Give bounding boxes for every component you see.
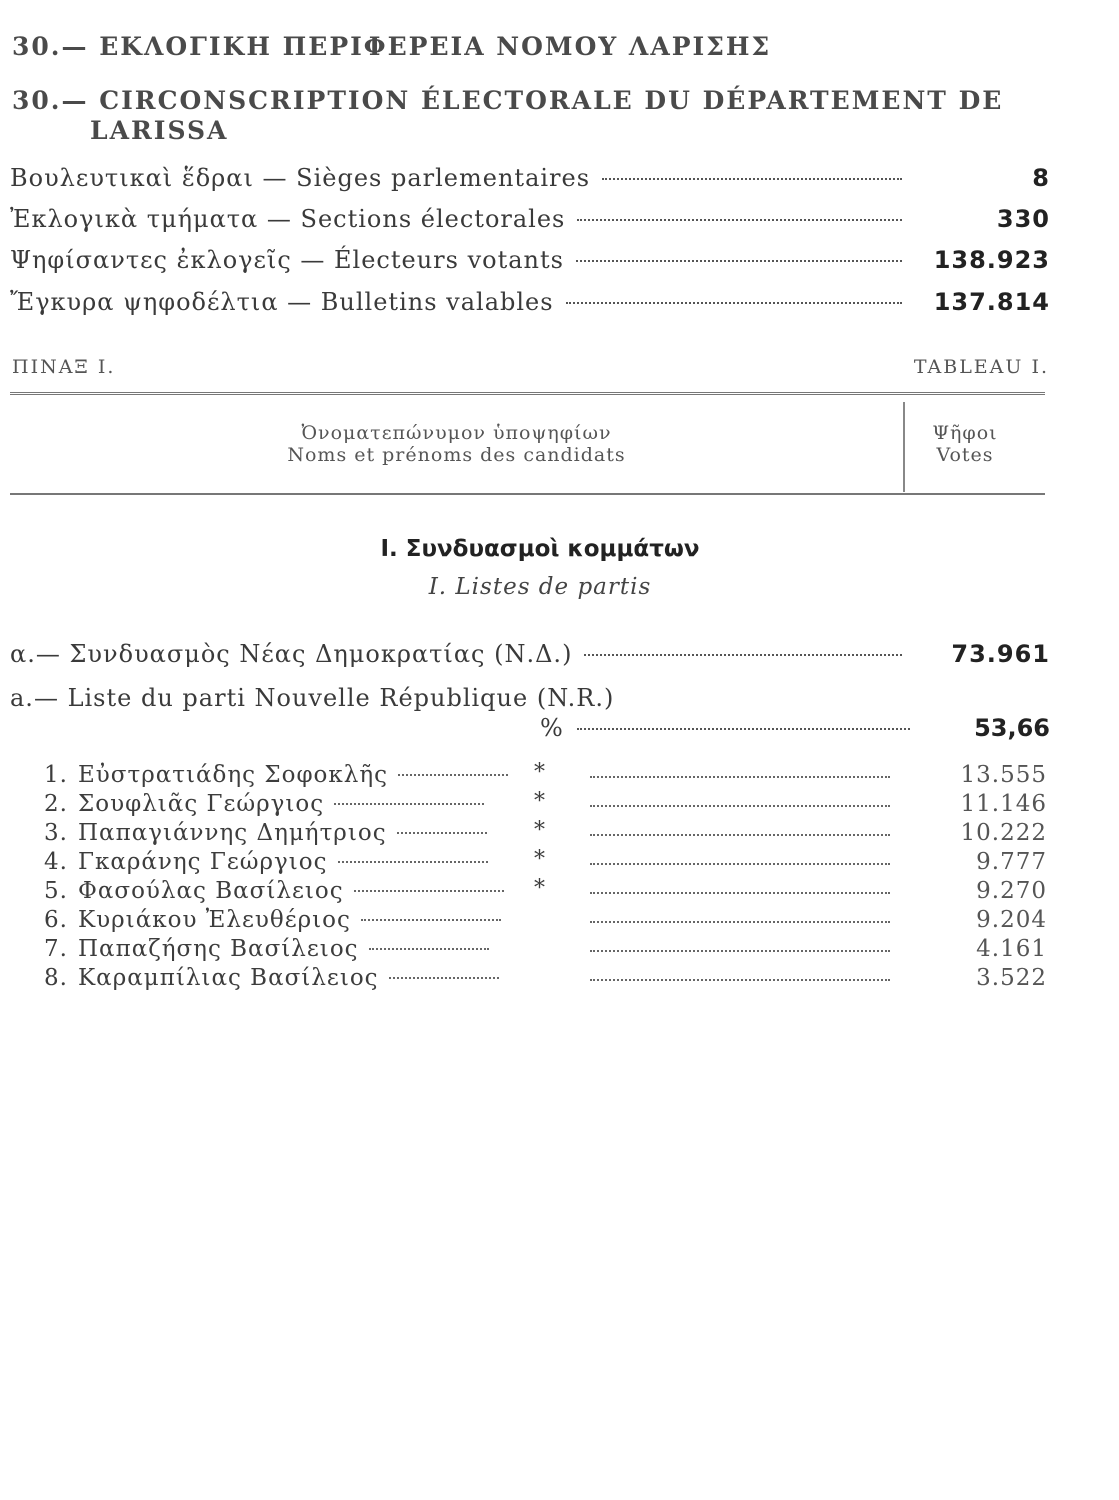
party-votes: 73.961 — [951, 640, 1050, 668]
dot-leader — [369, 948, 489, 950]
dot-leader — [590, 776, 890, 778]
dot-leader — [590, 892, 890, 894]
stat-label: Ἐκλογικὰ τμήματα — Sections électorales — [10, 205, 566, 233]
elected-marker: * — [534, 876, 546, 901]
dot-leader — [590, 834, 890, 836]
stat-value: 8 — [1032, 164, 1050, 192]
dot-leader — [602, 178, 902, 180]
dot-leader — [566, 302, 902, 304]
candidate-votes: 3.522 — [976, 965, 1047, 991]
column-header-votes-french: Votes — [936, 444, 994, 466]
stat-row-sections — [10, 205, 1050, 237]
stat-row-valid-ballots — [10, 288, 1050, 320]
stat-value: 138.923 — [933, 246, 1050, 274]
party-label-greek: α.— Συνδυασμὸς Νέας Δημοκρατίας (Ν.Δ.) — [10, 640, 573, 668]
candidate-name: Καραμπίλιας Βασίλειος — [78, 965, 379, 991]
dot-leader — [590, 979, 890, 981]
page-heading-greek: 30.— ΕΚΛΟΓΙΚΗ ΠΕΡΙΦΕΡΕΙΑ ΝΟΜΟΥ ΛΑΡΙΣΗΣ — [12, 32, 772, 61]
candidate-votes: 9.777 — [976, 849, 1047, 875]
candidate-row — [22, 820, 1047, 849]
table-label-greek: ΠΙΝΑΞ Ι. — [12, 356, 116, 378]
column-header-votes-greek: Ψῆφοι — [932, 422, 998, 444]
dot-leader — [590, 863, 890, 865]
dot-leader — [338, 861, 488, 863]
table-top-rule — [10, 392, 1045, 399]
table-header-bottom-rule — [10, 493, 1045, 495]
stat-label: Ἔγκυρα ψηφοδέλτια — Bulletins valables — [10, 288, 554, 316]
candidate-row — [22, 936, 1047, 965]
candidate-votes: 9.270 — [976, 878, 1047, 904]
percent-symbol: % — [540, 714, 563, 742]
candidate-votes: 11.146 — [960, 791, 1047, 817]
column-header-names — [10, 422, 903, 466]
dot-leader — [389, 977, 499, 979]
candidate-number: 7. — [44, 936, 68, 962]
dot-leader — [590, 921, 890, 923]
elected-marker: * — [534, 847, 546, 872]
stat-value: 330 — [996, 205, 1050, 233]
stat-row-seats — [10, 164, 1050, 196]
candidate-name: Παπαζήσης Βασίλειος — [78, 936, 359, 962]
dot-leader — [590, 950, 890, 952]
candidate-row — [22, 791, 1047, 820]
candidate-votes: 4.161 — [976, 936, 1047, 962]
page-heading-french — [12, 86, 1082, 146]
section-title-french: I. Listes de partis — [428, 574, 652, 600]
column-header-names-greek: Ὀνοματεπώνυμον ὑποψηφίων — [301, 422, 612, 444]
candidate-name: Γκαράνης Γεώργιος — [78, 849, 328, 875]
dot-leader — [397, 832, 487, 834]
dot-leader — [361, 919, 501, 921]
stat-value: 137.814 — [933, 288, 1050, 316]
heading-french-line1: 30.— CIRCONSCRIPTION ÉLECTORALE DU DÉPARTEMENT DE — [12, 86, 1004, 115]
dot-leader — [334, 803, 484, 805]
dot-leader — [398, 774, 508, 776]
candidate-row — [22, 762, 1047, 791]
party-row — [10, 640, 1050, 672]
candidate-row — [22, 878, 1047, 907]
dot-leader — [354, 890, 504, 892]
elected-marker: * — [534, 818, 546, 843]
elected-marker: * — [534, 760, 546, 785]
elected-marker: * — [534, 789, 546, 814]
candidate-votes: 13.555 — [960, 762, 1047, 788]
stat-label: Ψηφίσαντες ἐκλογεῖς — Électeurs votants — [10, 246, 564, 274]
candidate-number: 4. — [44, 849, 68, 875]
candidate-number: 2. — [44, 791, 68, 817]
stat-row-voters — [10, 246, 1050, 278]
candidate-row — [22, 965, 1047, 994]
candidate-row — [22, 849, 1047, 878]
heading-french-line2: LARISSA — [90, 116, 229, 145]
stat-label: Βουλευτικαὶ ἕδραι — Sièges parlementaires — [10, 164, 591, 192]
dot-leader — [577, 728, 910, 730]
candidate-name: Εὐστρατιάδης Σοφοκλῆς — [78, 762, 389, 788]
candidate-name: Σουφλιᾶς Γεώργιος — [78, 791, 325, 817]
dot-leader — [590, 805, 890, 807]
candidate-row — [22, 907, 1047, 936]
candidate-name: Κυριάκου Ἐλευθέριος — [78, 907, 351, 933]
table-label-french: TABLEAU I. — [913, 356, 1049, 378]
candidate-votes: 10.222 — [960, 820, 1047, 846]
column-header-votes — [905, 422, 1025, 466]
dot-leader — [576, 260, 902, 262]
candidate-number: 1. — [44, 762, 68, 788]
section-title-greek: Ι. Συνδυασμοὶ κομμάτων — [380, 536, 700, 562]
candidate-votes: 9.204 — [976, 907, 1047, 933]
candidate-number: 8. — [44, 965, 68, 991]
candidate-number: 5. — [44, 878, 68, 904]
candidate-name: Παπαγιάννης Δημήτριος — [78, 820, 387, 846]
column-header-names-french: Noms et prénoms des candidats — [287, 444, 626, 466]
party-percent: 53,66 — [974, 714, 1050, 742]
candidate-number: 3. — [44, 820, 68, 846]
candidate-number: 6. — [44, 907, 68, 933]
party-label-french: a.— Liste du parti Nouvelle République (N.R.) — [10, 684, 615, 712]
party-percent-row — [540, 714, 1050, 742]
dot-leader — [584, 654, 902, 656]
candidate-name: Φασούλας Βασίλειος — [78, 878, 344, 904]
dot-leader — [577, 219, 902, 221]
